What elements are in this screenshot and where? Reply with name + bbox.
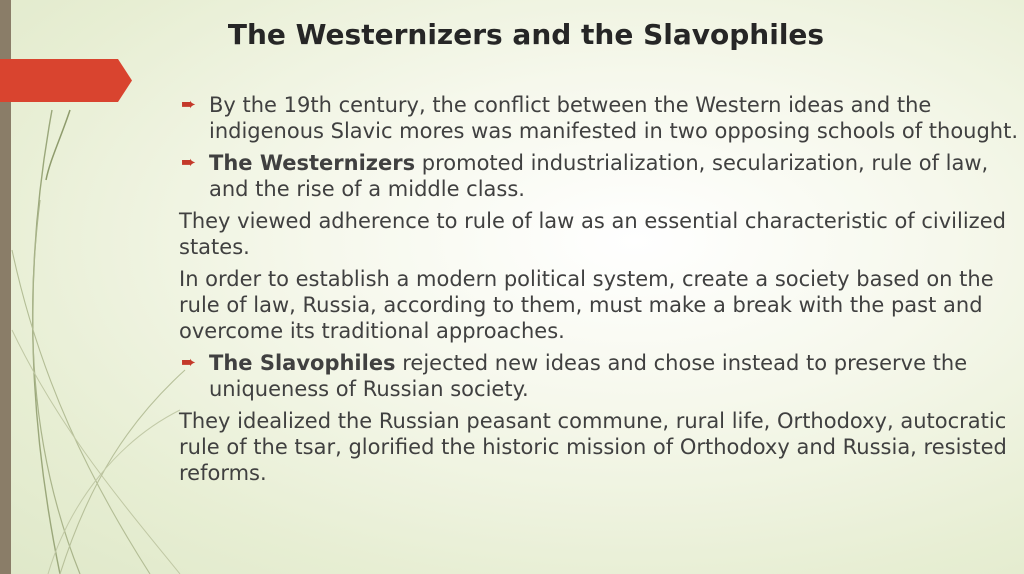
paragraph-text: They viewed adherence to rule of law as an essential characteristic of civilized states.	[179, 209, 1006, 259]
slide-title: The Westernizers and the Slavophiles	[227, 18, 825, 51]
paragraph-rule-of-law	[179, 208, 1024, 260]
term-westernizers: The Westernizers	[209, 151, 416, 175]
slide-body	[179, 92, 1024, 492]
red-title-tab	[0, 59, 132, 102]
right-arrow-icon: ➨	[181, 94, 197, 115]
right-arrow-icon: ➨	[181, 152, 197, 173]
bullet-paragraph-westernizers	[179, 150, 1024, 202]
paragraph-text: In order to establish a modern political system, create a society based on the rule of law, Russia, according to them, must make a break with the past and overcome its traditional approaches.	[179, 267, 994, 343]
right-arrow-icon: ➨	[181, 352, 197, 373]
paragraph-political-system	[179, 266, 1024, 344]
paragraph-text: promoted industrialization, secularization, rule of law, and the rise of a middle class.	[209, 151, 989, 201]
bullet-paragraph-slavophiles	[179, 350, 1024, 402]
term-slavophiles: The Slavophiles	[209, 351, 396, 375]
paragraph-text: By the 19th century, the conflict between the Western ideas and the indigenous Slavic mores was manifested in two opposing schools of thought.	[209, 93, 1019, 143]
bullet-paragraph-1	[179, 92, 1024, 144]
paragraph-text: They idealized the Russian peasant commune, rural life, Orthodoxy, autocratic rule of the tsar, glorified the historic mission of Orthodoxy and Russia, resisted reforms.	[179, 409, 1007, 485]
paragraph-idealized	[179, 408, 1024, 486]
paragraph-text: rejected new ideas and chose instead to preserve the uniqueness of Russian society.	[209, 351, 968, 401]
